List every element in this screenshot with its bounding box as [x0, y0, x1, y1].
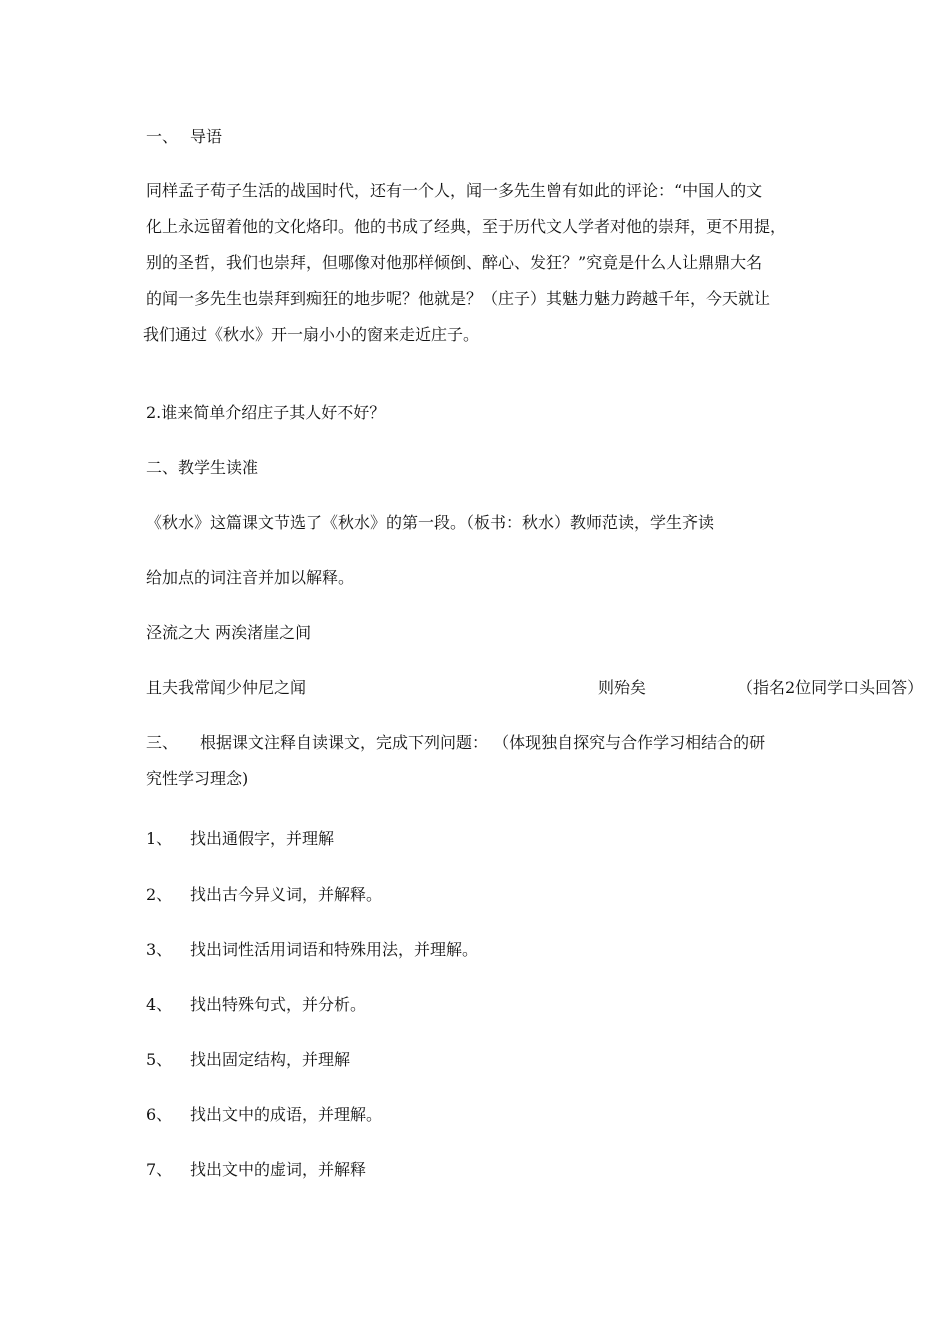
task-text: 找出文中的虚词，并解释 — [190, 1160, 367, 1179]
line4-phrase-a: 且夫我常闻少仲尼之闻 — [146, 678, 307, 697]
intro-line: 我们通过《秋水》开一扇小小的窗来走近庄子。 — [143, 325, 480, 344]
task-number: 4、 — [146, 995, 173, 1014]
section3-heading-line: 究性学习理念) — [146, 769, 249, 788]
task-item — [146, 828, 810, 850]
section3-heading-number: 三、 — [146, 733, 179, 752]
task-item — [146, 994, 810, 1016]
task-item — [146, 1104, 810, 1126]
section1-heading — [146, 126, 810, 148]
task-text: 找出通假字，并理解 — [190, 829, 335, 848]
task-text: 找出词性活用词语和特殊用法，并理解。 — [190, 940, 479, 959]
intro-line: 别的圣哲，我们也崇拜，但哪像对他那样倾倒、醉心、发狂？”究竟是什么人让鼎鼎大名 — [146, 253, 763, 272]
task-item — [146, 1049, 810, 1071]
task-item — [146, 1159, 810, 1181]
intro-line: 化上永远留着他的文化烙印。他的书成了经典，至于历代文人学者对他的崇拜，更不用提， — [146, 217, 787, 236]
task-number: 5、 — [146, 1050, 173, 1069]
task-number: 3、 — [146, 940, 173, 959]
section1-heading-text: 导语 — [190, 127, 223, 146]
task-number: 2、 — [146, 885, 173, 904]
task-item — [146, 939, 810, 961]
task-text: 找出特殊句式，并分析。 — [190, 995, 367, 1014]
section3-heading-line — [146, 732, 810, 768]
section3-heading — [146, 732, 810, 804]
section2-line-4 — [146, 677, 924, 699]
task-text: 找出古今异义词，并解释。 — [190, 885, 383, 904]
task-number: 6、 — [146, 1105, 173, 1124]
task-number: 1、 — [146, 829, 173, 848]
intro-line: 同样孟子荀子生活的战国时代，还有一个人，闻一多先生曾有如此的评论：“中国人的文 — [146, 181, 763, 200]
intro-line: 的闻一多先生也崇拜到痴狂的地步呢？他就是？（庄子）其魅力魅力跨越千年，今天就让 — [146, 289, 771, 308]
task-text: 找出固定结构，并理解 — [190, 1050, 351, 1069]
section2-line-3: 泾流之大 两涘渚崖之间 — [146, 623, 312, 642]
section2-line-2: 给加点的词注音并加以解释。 — [146, 568, 355, 587]
section2-heading: 二、教学生读准 — [146, 458, 259, 477]
line4-phrase-b: 则殆矣 — [598, 678, 647, 697]
task-item — [146, 884, 810, 906]
line4-note: （指名2位同学口头回答） — [737, 678, 924, 697]
section3-heading-text: 根据课文注释自读课文，完成下列问题： （体现独自探究与合作学习相结合的研 — [200, 733, 766, 752]
section1-heading-number: 一、 — [146, 127, 179, 146]
task-text: 找出文中的成语，并理解。 — [190, 1105, 383, 1124]
intro-paragraph — [143, 180, 810, 360]
section2-line-1: 《秋水》这篇课文节选了《秋水》的第一段。（板书：秋水）教师范读，学生齐读 — [146, 513, 715, 532]
question-2: 2.谁来简单介绍庄子其人好不好？ — [146, 403, 386, 422]
task-number: 7、 — [146, 1160, 173, 1179]
